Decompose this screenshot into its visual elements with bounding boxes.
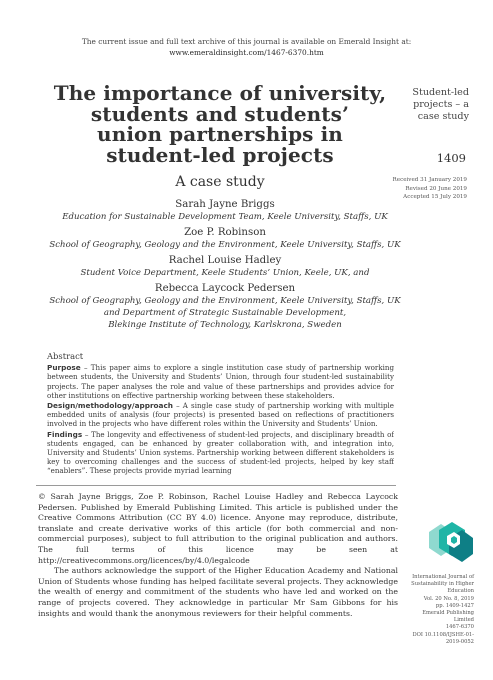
author-affiliation: School of Geography, Geology and the Environment, Keele University, Staffs, UK [49, 296, 401, 306]
author-name: Rachel Louise Hadley [168, 255, 282, 266]
access-notice [0, 36, 493, 58]
title-line: students and students’ [90, 101, 350, 126]
title-line: student-led projects [106, 142, 334, 167]
page-number: 1409 [436, 151, 466, 165]
accepted-date: Accepted 15 July 2019 [403, 194, 467, 201]
journal-line: 1467-6370 [445, 624, 474, 631]
journal-line: Sustainability in Higher Education [411, 581, 474, 595]
journal-line: Emerald Publishing Limited [422, 610, 474, 624]
license-block [38, 492, 398, 619]
title-line: union partnerships in [97, 122, 343, 146]
journal-logo-icon [427, 520, 475, 564]
findings-text: – The longevity and effectiveness of student-led projects, and disciplinary breadth of students engaged, can be enhanced by greater collaboration with, and integration into, University and Students’ Union systems. Partnership working between different stakeholders is key to overcoming challenges and the success of student-led projects, helped by key staff “enablers”. These projects provide myriad learning [47, 429, 394, 476]
doi-link[interactable]: DOI 10.1108/IJSHE-01-2019-0052 [412, 631, 474, 645]
author-block [30, 195, 420, 331]
author-affiliation: Education for Sustainable Development Team, Keele University, Staffs, UK [62, 212, 388, 222]
author-affiliation: Blekinge Institute of Technology, Karlskrona, Sweden [108, 320, 342, 330]
abstract-heading: Abstract [47, 351, 84, 361]
design-text: – A single case study of partnership working with multiple embedded units of analysis (four projects) is presented based on reflections of practitioners involved in the projects who have different roles within the University and Students’ Union. [47, 401, 394, 429]
copyright-text: © Sarah Jayne Briggs, Zoe P. Robinson, Rachel Louise Hadley and Rebecca Laycock Pedersen. Published by Emerald Publishing Limited. This article is published under the Creative Commons Attribution (CC BY 4.0) licence. Anyone may reproduce, distribute, translate and create derivative works of this article (for both commercial and non-commercial purposes), subject to full attribution to the original publication and authors. The full terms of this licence may be seen at http://creativecommons.org/licences/by/4.0/legalcode [38, 492, 398, 565]
author-affiliation: School of Geography, Geology and the Environment, Keele University, Staffs, UK [49, 240, 401, 250]
section-divider [36, 485, 396, 486]
received-date: Received 31 January 2019 [392, 177, 467, 183]
abstract-design [47, 401, 394, 429]
revised-date: Revised 20 June 2019 [405, 185, 467, 192]
journal-line: International Journal of [412, 574, 474, 580]
findings-label: Findings [47, 429, 83, 439]
running-title-line: projects – a [413, 99, 469, 110]
journal-info [402, 574, 474, 646]
author-name: Zoe P. Robinson [184, 227, 266, 238]
journal-line: Vol. 20 No. 8, 2019 [423, 595, 474, 602]
journal-line: pp. 1409-1427 [435, 602, 474, 609]
author-name: Rebecca Laycock Pedersen [154, 283, 296, 294]
design-label: Design/methodology/approach [47, 401, 174, 411]
article-title [38, 83, 402, 165]
running-title [394, 87, 469, 123]
submission-dates [393, 176, 467, 202]
acknowledgement-text: The authors acknowledge the support of the Higher Education Academy and National Union of Students whose funding has helped facilitate several projects. They acknowledge the wealth of energy and commitment of the students who have led and worked on the range of projects covered. They acknowledge in particular Mr Sam Gibbons for his insights and would thank the anonymous reviewers for their helpful comments. [38, 566, 398, 618]
abstract-purpose [47, 363, 394, 400]
author-name: Sarah Jayne Briggs [175, 199, 275, 210]
author-affiliation: and Department of Strategic Sustainable Development, [103, 308, 347, 318]
purpose-text: – This paper aims to explore a single institution case study of partnership working between students, the University and Students’ Union, through four student-led sustainability projects. The paper analyses the role and value of these partnerships and provides advice for other institutions on effective partnership working between these stakeholders. [47, 363, 394, 400]
journal-url-link[interactable]: www.emeraldinsight.com/1467-6370.htm [169, 48, 324, 57]
title-line: The importance of university, [53, 81, 387, 105]
running-title-line: case study [417, 111, 469, 122]
access-notice-text: The current issue and full text archive of this journal is available on Emerald Insight at: [81, 37, 412, 46]
purpose-label: Purpose [47, 363, 81, 373]
author-affiliation: Student Voice Department, Keele Students’ Union, Keele, UK, and [80, 268, 370, 278]
running-title-line: Student-led [412, 87, 469, 98]
article-subtitle: A case study [175, 174, 265, 190]
